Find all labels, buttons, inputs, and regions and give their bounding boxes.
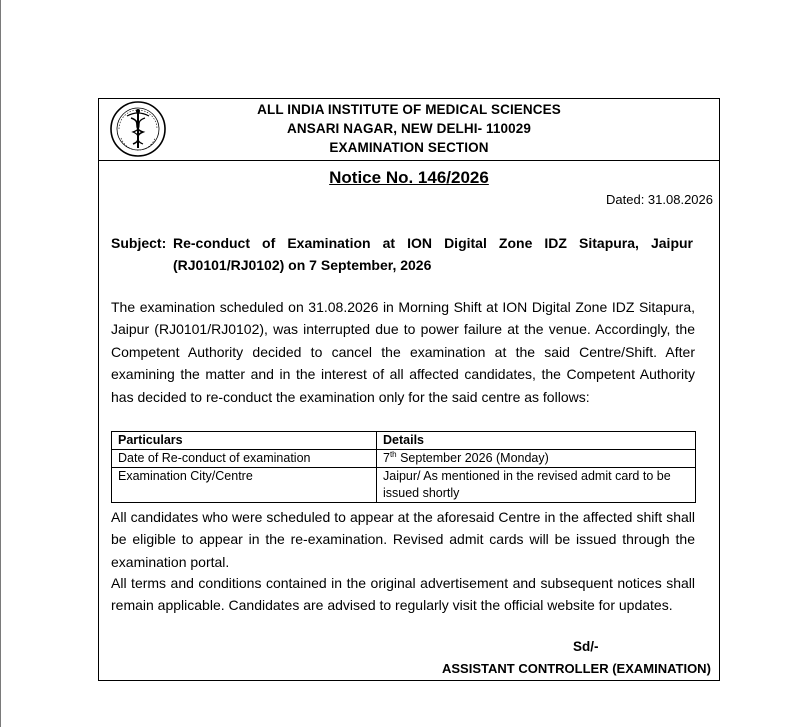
page-left-border [0,0,1,727]
signature-sd: Sd/- [573,639,599,654]
institute-address: ANSARI NAGAR, NEW DELHI- 110029 [287,121,531,136]
reconduct-day: 7 [383,451,390,465]
institute-name: ALL INDIA INSTITUTE OF MEDICAL SCIENCES [257,102,561,117]
body-paragraph-1: The examination scheduled on 31.08.2026 in Morning Shift at ION Digital Zone IDZ Sitapura, Jaipur (RJ0101/RJ0102), was interrupted due to power failure at the venue. Accordingly, the Competent Authority decided to cancel the examination at the said Centre/Shift. After examining the matter and in the interest of all affected candidates, the Competent Authority has decided to re-conduct the examination only for the said centre as follows: [111,299,695,405]
table-header-row [112,432,696,450]
table-cell-particular: Date of Re-conduct of examination [112,450,377,468]
table-row [112,468,696,503]
signatory-designation: ASSISTANT CONTROLLER (EXAMINATION) [442,661,711,676]
reconduct-details-table [111,431,696,503]
table-cell-detail: Jaipur/ As mentioned in the revised admit card to be issued shortly [377,468,696,503]
body-paragraph-2: All candidates who were scheduled to appear at the aforesaid Centre in the affected shift shall be eligible to appear in the re-examination. Revised admit cards will be issued through the examination portal. [111,509,695,570]
body-paragraph-3: All terms and conditions contained in the original advertisement and subsequent notices shall remain applicable. Candidates are advised to regularly visit the official website for updates. [111,575,695,614]
section-name: EXAMINATION SECTION [329,140,489,155]
subject-label: Subject: [111,235,167,251]
subject-text: Re-conduct of Examination at ION Digital Zone IDZ Sitapura, Jaipur (RJ0101/RJ0102) on 7 September, 2026 [173,235,693,273]
letterhead [99,99,719,161]
table-header-details: Details [377,432,696,450]
reconduct-day-suffix: th [389,449,397,459]
table-row [112,450,696,468]
subject-block [111,232,693,276]
notice-title: Notice No. 146/2026 [329,168,489,187]
table-header-particulars: Particulars [112,432,377,450]
table-cell-particular: Examination City/Centre [112,468,377,503]
notice-document [98,98,720,681]
table-cell-detail [377,450,696,468]
reconduct-date-rest: September 2026 (Monday) [396,451,549,465]
notice-date: Dated: 31.08.2026 [606,192,713,207]
